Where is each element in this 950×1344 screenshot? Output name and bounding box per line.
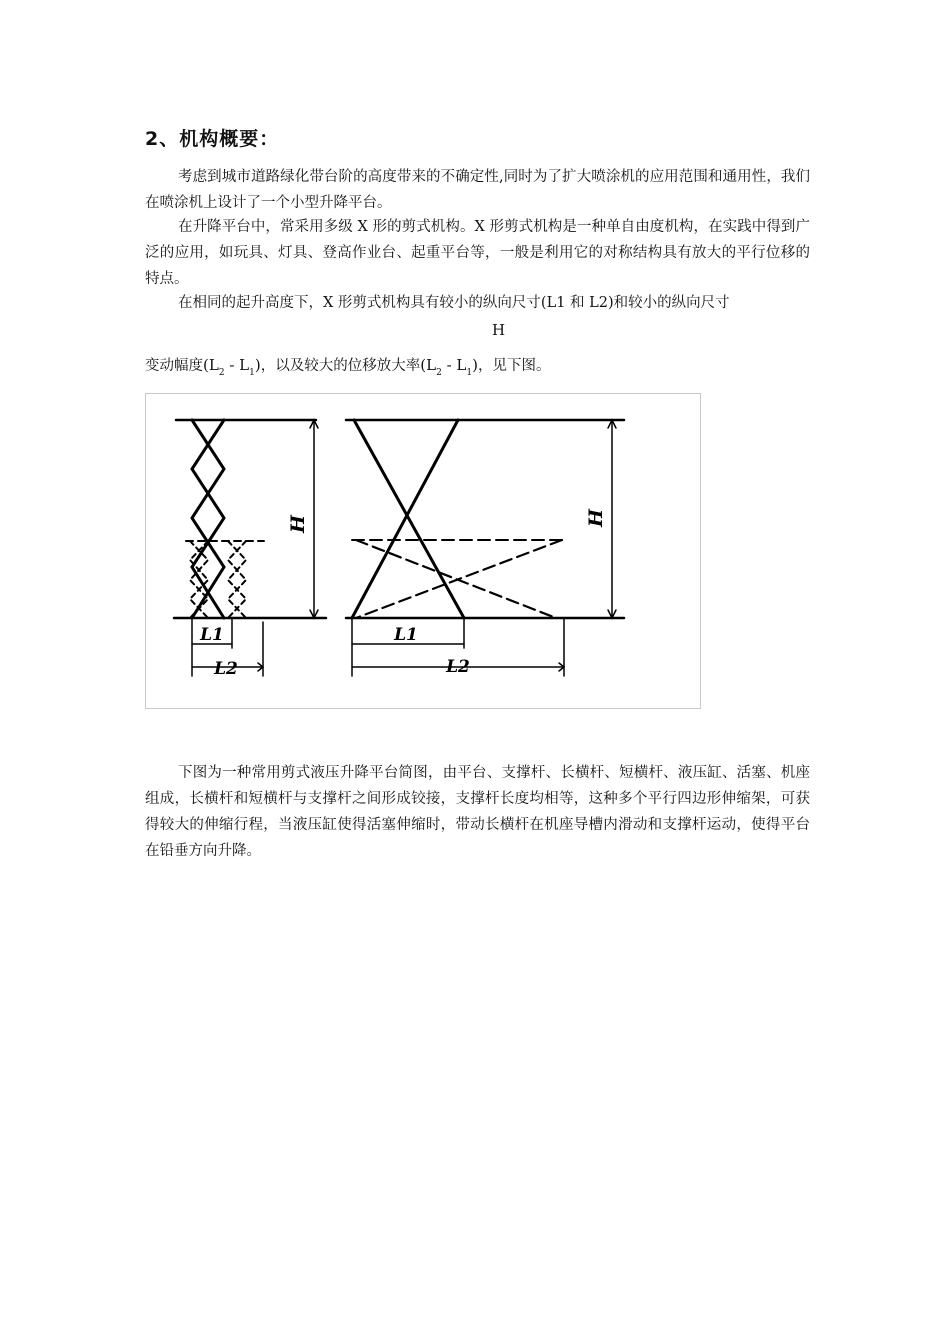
left-h-label: H [287, 515, 309, 533]
left-scissor-dashed-4 [228, 541, 246, 618]
formula-numerator: H [492, 321, 506, 339]
paragraph-1: 考虑到城市道路绿化带台阶的高度带来的不确定性,同时为了扩大喷涂机的应用范围和通用性，我们在喷涂机上设计了一个小型升降平台。 [145, 169, 810, 211]
formula-prefix: 变动幅度 [145, 358, 203, 374]
paragraph-2: 在升降平台中，常采用多级 X 形的剪式机构。X 形剪式机构是一种单自由度机构，在实践中得到广泛的应用，如玩具、灯具、登高作业台、起重平台等，一般是利用它的对称结构具有放大的平行位移的特点。 [145, 219, 810, 287]
left-l2-label: L2 [214, 659, 238, 679]
right-l1-label: L1 [394, 625, 418, 645]
right-l2-label: L2 [446, 657, 470, 677]
right-scissor-solid-a [354, 420, 464, 618]
formula-line [145, 352, 550, 386]
right-scissor-solid-b [352, 420, 458, 618]
formula-expression-2: $(L_2 - L_1)$ [420, 356, 478, 378]
left-scissor-dashed-3 [228, 541, 246, 618]
left-l1-label: L1 [200, 625, 224, 645]
formula-expression-1: $(L_2 - L_1)$ [203, 356, 261, 378]
formula-suffix: ，见下图。 [477, 358, 551, 374]
paragraph-3: 在相同的起升高度下，X 形剪式机构具有较小的纵向尺寸(L1 和 L2)和较小的纵向尺寸 [178, 295, 730, 311]
scissor-diagram [146, 394, 702, 710]
section-heading: 2、机构概要： [145, 128, 280, 150]
paragraph-4: 下图为一种常用剪式液压升降平台简图，由平台、支撑杆、长横杆、短横杆、液压缸、活塞、机座组成，长横杆和短横杆与支撑杆之间形成铰接，支撑杆长度均相等，这种多个平行四边形伸缩架，可获得较大的伸缩行程，当液压缸使得活塞伸缩时，带动长横杆在机座导槽内滑动和支撑杆运动，使得平台在铅垂方向升降。 [145, 765, 810, 859]
right-h-label: H [585, 509, 607, 527]
formula-middle: ，以及较大的位移放大率 [260, 358, 421, 374]
scissor-mechanism-figure [145, 393, 701, 709]
